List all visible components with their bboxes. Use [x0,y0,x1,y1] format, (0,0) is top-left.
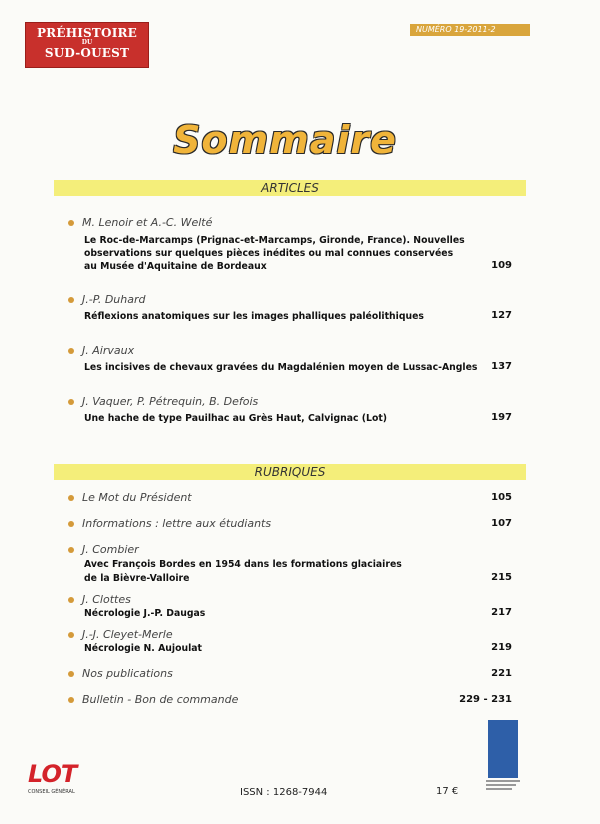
bullet-icon [68,495,74,501]
ministry-caption-lines [486,780,522,792]
rubrique-label: J. Clottes [82,593,131,606]
rubriques-heading: RUBRIQUES [54,464,526,480]
article-author: J. Airvaux [82,344,135,357]
rubrique-entry-2 [68,517,528,533]
bullet-icon [68,348,74,354]
article-entry-1 [68,216,528,276]
rubrique-title-line: de la Bièvre-Valloire [84,573,190,584]
rubrique-label: Le Mot du Président [82,491,192,504]
rubrique-page-number: 219 [491,642,512,653]
lot-logo-subtitle: CONSEIL GÉNÉRAL [28,789,75,795]
journal-logo [25,22,149,68]
article-author: M. Lenoir et A.-C. Welté [82,216,213,229]
article-page-number: 127 [491,310,512,321]
rubrique-entry-1 [68,491,528,507]
bullet-icon [68,297,74,303]
article-title-line: Réflexions anatomiques sur les images phalliques paléolithiques [84,311,424,322]
articles-heading: ARTICLES [54,180,526,196]
article-author: J.-P. Duhard [82,293,146,306]
article-entry-3 [68,344,528,378]
rubrique-entry-5 [68,628,528,656]
rubrique-page-number: 215 [491,572,512,583]
logo-line-2: DU [81,39,93,46]
rubrique-page-number: 105 [491,492,512,503]
bullet-icon [68,671,74,677]
rubrique-title-line: Avec François Bordes en 1954 dans les formations glaciaires [84,559,402,570]
rubrique-page-number: 107 [491,518,512,529]
rubrique-label: J. Combier [82,543,139,556]
bullet-icon [68,697,74,703]
page-title: Sommaire [173,118,397,162]
bullet-icon [68,521,74,527]
rubrique-page-number: 229 - 231 [459,694,512,705]
bullet-icon [68,632,74,638]
bullet-icon [68,399,74,405]
article-entry-4 [68,395,528,429]
article-page-number: 197 [491,412,512,423]
bullet-icon [68,547,74,553]
rubrique-entry-4 [68,593,528,621]
price: 17 € [436,786,459,797]
rubrique-entry-3 [68,543,528,585]
article-title-line: Les incisives de chevaux gravées du Magdalénien moyen de Lussac-Angles [84,362,478,373]
rubrique-page-number: 221 [491,668,512,679]
article-entry-2 [68,293,528,327]
rubrique-title-line: Nécrologie N. Aujoulat [84,643,202,654]
ministry-culture-logo [488,720,518,778]
article-title-line: Le Roc-de-Marcamps (Prignac-et-Marcamps, Gironde, France). Nouvelles [84,235,465,246]
bullet-icon [68,597,74,603]
bullet-icon [68,220,74,226]
rubrique-label: J.-J. Cleyet-Merle [82,628,173,641]
article-title-line: Une hache de type Pauilhac au Grès Haut, Calvignac (Lot) [84,413,388,424]
rubrique-entry-7 [68,693,528,709]
rubrique-page-number: 217 [491,607,512,618]
logo-line-3: SUD-OUEST [44,46,130,60]
rubrique-label: Informations : lettre aux étudiants [82,517,272,530]
article-title-line: observations sur quelques pièces inédites ou mal connues conservées [84,248,454,259]
article-title-line: au Musée d'Aquitaine de Bordeaux [84,261,267,272]
lot-logo-text: LOT [28,760,77,788]
issn-number: ISSN : 1268-7944 [240,787,328,798]
lot-council-logo [24,760,94,800]
rubrique-label: Bulletin - Bon de commande [82,693,239,706]
issue-number-badge: NUMÉRO 19-2011-2 [410,24,530,36]
rubrique-title-line: Nécrologie J.-P. Daugas [84,608,206,619]
rubrique-label: Nos publications [82,667,173,680]
article-page-number: 137 [491,361,512,372]
article-page-number: 109 [491,260,512,271]
article-author: J. Vaquer, P. Pétrequin, B. Defois [82,395,259,408]
logo-line-1: PRÉHISTOIRE [36,26,138,40]
rubrique-entry-6 [68,667,528,683]
